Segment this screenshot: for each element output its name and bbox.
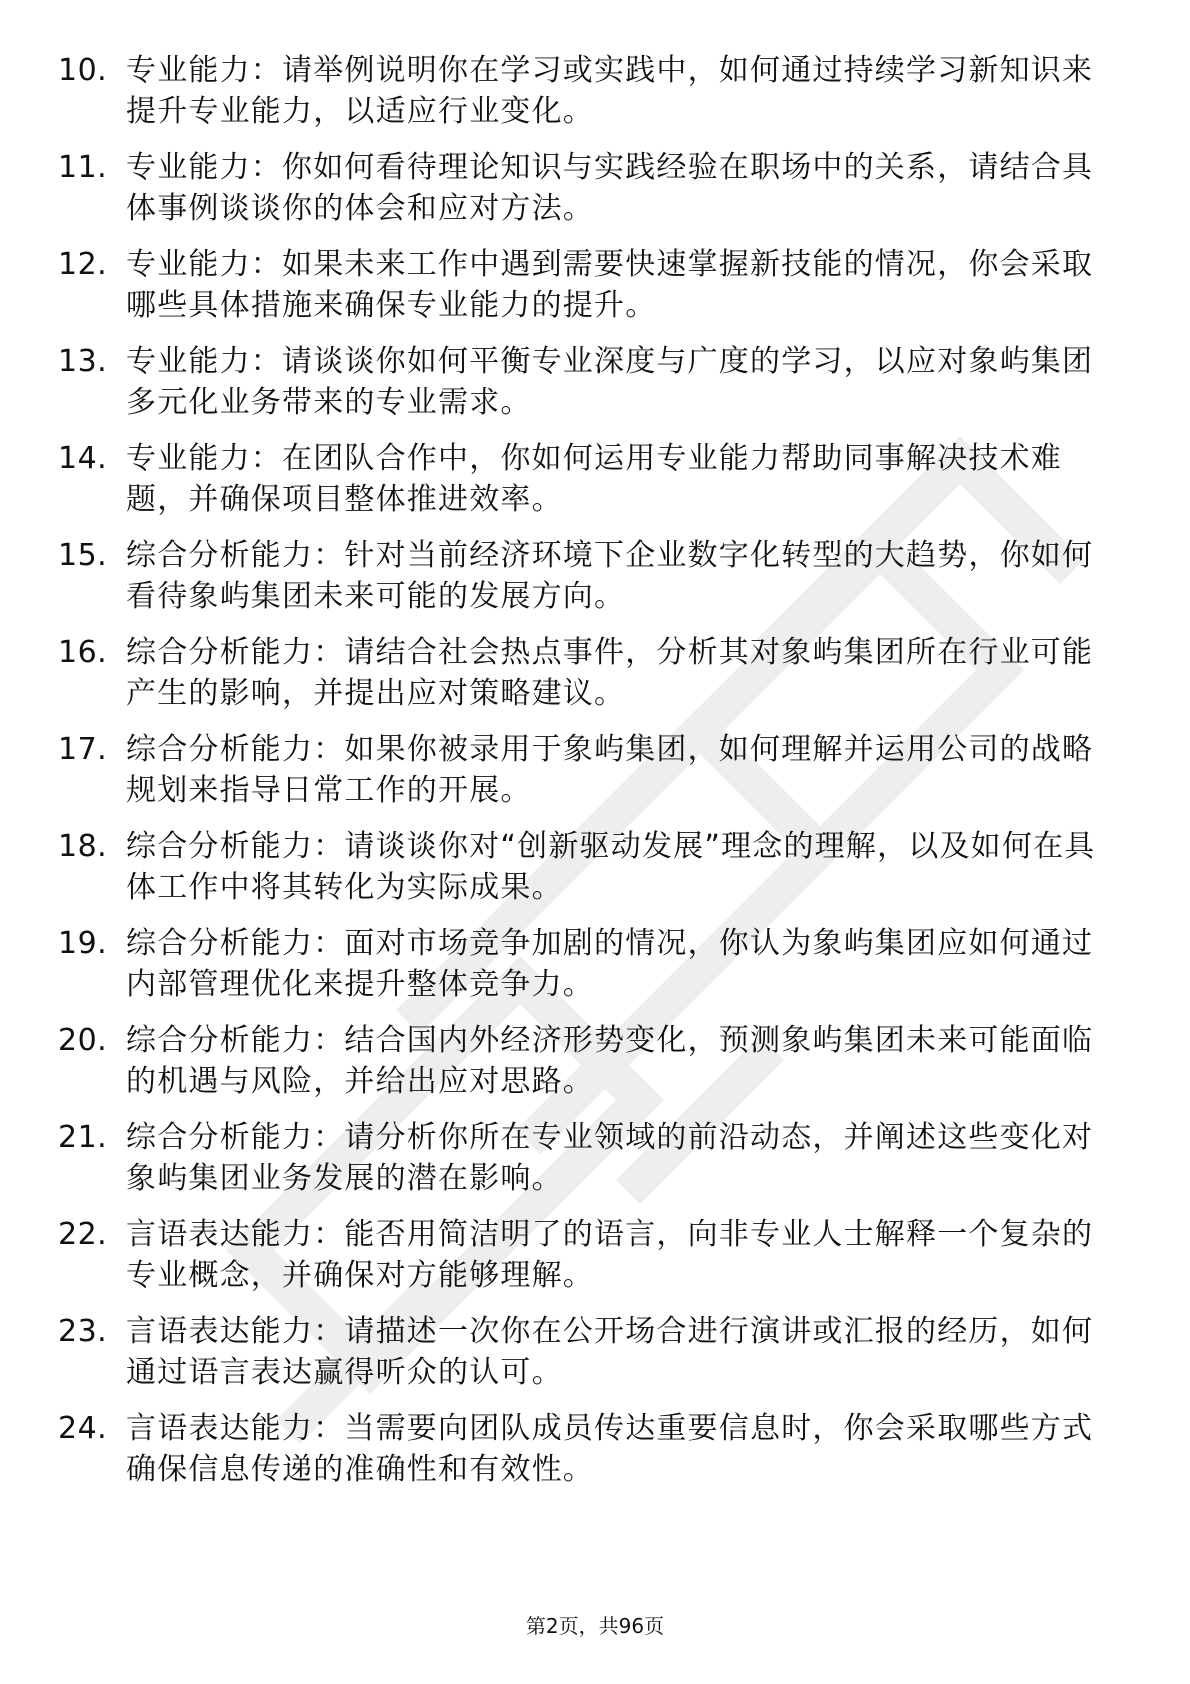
list-item [0, 1117, 1190, 1214]
list-item [0, 729, 1190, 826]
list-item [0, 1020, 1190, 1117]
question-number: 13. [58, 344, 108, 379]
question-text: 言语表达能力：当需要向团队成员传达重要信息时，你会采取哪些方式确保信息传递的准确性和有效性。 [126, 1411, 1094, 1487]
list-item [0, 535, 1190, 632]
question-number: 24. [58, 1411, 108, 1446]
question-text: 言语表达能力：能否用简洁明了的语言，向非专业人士解释一个复杂的专业概念，并确保对方能够理解。 [126, 1217, 1094, 1293]
list-item [0, 1311, 1190, 1408]
question-text: 专业能力：请谈谈你如何平衡专业深度与广度的学习，以应对象屿集团多元化业务带来的专业需求。 [126, 344, 1094, 420]
question-text: 专业能力：如果未来工作中遇到需要快速掌握新技能的情况，你会采取哪些具体措施来确保专业能力的提升。 [126, 247, 1094, 323]
question-text: 综合分析能力：如果你被录用于象屿集团，如何理解并运用公司的战略规划来指导日常工作的开展。 [126, 732, 1094, 808]
question-text: 专业能力：你如何看待理论知识与实践经验在职场中的关系，请结合具体事例谈谈你的体会和应对方法。 [126, 150, 1094, 226]
question-number: 12. [58, 247, 108, 282]
list-item [0, 923, 1190, 1020]
question-text: 综合分析能力：结合国内外经济形势变化，预测象屿集团未来可能面临的机遇与风险，并给出应对思路。 [126, 1023, 1094, 1099]
question-text: 专业能力：在团队合作中，你如何运用专业能力帮助同事解决技术难题，并确保项目整体推进效率。 [126, 441, 1062, 517]
question-text: 综合分析能力：面对市场竞争加剧的情况，你认为象屿集团应如何通过内部管理优化来提升整体竞争力。 [126, 926, 1094, 1002]
question-number: 16. [58, 635, 108, 670]
question-number: 22. [58, 1217, 108, 1252]
list-item [0, 147, 1190, 244]
list-item [0, 50, 1190, 147]
list-item [0, 341, 1190, 438]
list-item [0, 826, 1190, 923]
question-number: 15. [58, 538, 108, 573]
question-text: 言语表达能力：请描述一次你在公开场合进行演讲或汇报的经历，如何通过语言表达赢得听众的认可。 [126, 1314, 1094, 1390]
list-item [0, 438, 1190, 535]
list-item [0, 1408, 1190, 1505]
question-number: 18. [58, 829, 108, 864]
question-text: 综合分析能力：请分析你所在专业领域的前沿动态，并阐述这些变化对象屿集团业务发展的潜在影响。 [126, 1120, 1094, 1196]
question-number: 17. [58, 732, 108, 767]
question-text: 综合分析能力：请结合社会热点事件，分析其对象屿集团所在行业可能产生的影响，并提出应对策略建议。 [126, 635, 1094, 711]
question-number: 14. [58, 441, 108, 476]
question-text: 综合分析能力：针对当前经济环境下企业数字化转型的大趋势，你如何看待象屿集团未来可能的发展方向。 [126, 538, 1094, 614]
question-text: 综合分析能力：请谈谈你对“创新驱动发展”理念的理解，以及如何在具体工作中将其转化为实际成果。 [126, 829, 1096, 905]
question-list [0, 50, 1190, 1505]
question-number: 23. [58, 1314, 108, 1349]
list-item [0, 244, 1190, 341]
page-footer [0, 1613, 1190, 1639]
question-number: 19. [58, 926, 108, 961]
question-text: 专业能力：请举例说明你在学习或实践中，如何通过持续学习新知识来提升专业能力，以适应行业变化。 [126, 53, 1094, 129]
question-number: 20. [58, 1023, 108, 1058]
list-item [0, 1214, 1190, 1311]
question-number: 11. [58, 150, 108, 185]
question-number: 21. [58, 1120, 108, 1155]
list-item [0, 632, 1190, 729]
question-number: 10. [58, 53, 108, 88]
page-number-label: 第2页，共96页 [525, 1614, 665, 1638]
